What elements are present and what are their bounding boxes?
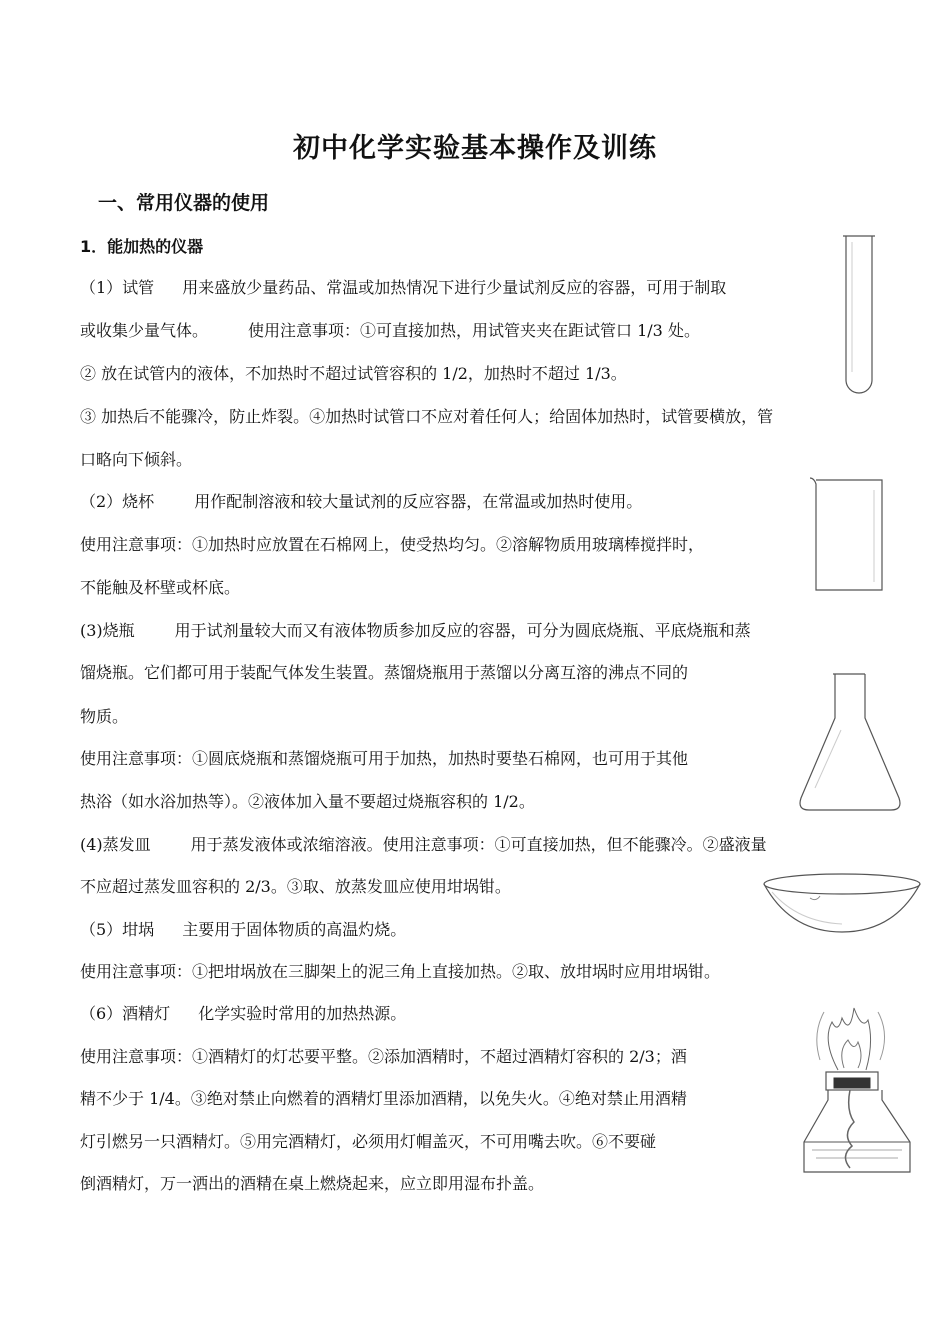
beaker-line-1: （2）烧杯 用作配制溶液和较大量试剂的反应容器，在常温或加热时使用。 — [80, 492, 643, 511]
section-heading: 一、常用仪器的使用 — [98, 192, 270, 214]
flask-line-4: 使用注意事项：①圆底烧瓶和蒸馏烧瓶可用于加热，加热时要垫石棉网，也可用于其他 — [80, 749, 689, 768]
test-tube-line-5: 口略向下倾斜。 — [80, 450, 193, 469]
alcohol-lamp-line-1: （6）酒精灯 化学实验时常用的加热热源。 — [80, 1004, 407, 1023]
alcohol-lamp-line-3: 精不少于 1/4。③绝对禁止向燃着的酒精灯里添加酒精，以免失火。④绝对禁止用酒精 — [80, 1089, 687, 1108]
flask-illustration — [795, 670, 905, 815]
beaker-line-2: 使用注意事项：①加热时应放置在石棉网上，使受热均匀。②溶解物质用玻璃棒搅拌时， — [80, 535, 705, 554]
test-tube-line-1: （1）试管 用来盛放少量药品、常温或加热情况下进行少量试剂反应的容器，可用于制取 — [80, 278, 727, 297]
test-tube-line-4: ③ 加热后不能骤冷，防止炸裂。④加热时试管口不应对着任何人；给固体加热时，试管要横放，管 — [80, 407, 774, 426]
alcohol-lamp-line-2: 使用注意事项：①酒精灯的灯芯要平整。②添加酒精时，不超过酒精灯容积的 2/3；酒 — [80, 1047, 687, 1066]
alcohol-lamp-illustration — [798, 1000, 918, 1180]
alcohol-lamp-line-5: 倒酒精灯，万一洒出的酒精在桌上燃烧起来，应立即用湿布扑盖。 — [80, 1174, 545, 1193]
alcohol-lamp-line-4: 灯引燃另一只酒精灯。⑤用完酒精灯，必须用灯帽盖灭，不可用嘴去吹。⑥不要碰 — [80, 1132, 657, 1151]
evap-dish-line-1: (4)蒸发皿 用于蒸发液体或浓缩溶液。使用注意事项：①可直接加热，但不能骤冷。②盛液量 — [80, 835, 767, 854]
page-title: 初中化学实验基本操作及训练 — [293, 133, 657, 164]
beaker-illustration — [808, 474, 888, 596]
flask-line-5: 热浴（如水浴加热等）。②液体加入量不要超过烧瓶容积的 1/2。 — [80, 792, 535, 811]
flask-line-3: 物质。 — [80, 707, 129, 726]
crucible-line-1: （5）坩埚 主要用于固体物质的高温灼烧。 — [80, 920, 407, 939]
evaporating-dish-illustration — [760, 870, 925, 940]
crucible-line-2: 使用注意事项：①把坩埚放在三脚架上的泥三角上直接加热。②取、放坩埚时应用坩埚钳。 — [80, 962, 721, 981]
test-tube-line-2: 或收集少量气体。 使用注意事项：①可直接加热，用试管夹夹在距试管口 1/3 处。 — [80, 321, 700, 340]
test-tube-line-3: ② 放在试管内的液体，不加热时不超过试管容积的 1/2，加热时不超过 1/3。 — [80, 364, 627, 383]
test-tube-illustration — [840, 232, 880, 397]
evap-dish-line-2: 不应超过蒸发皿容积的 2/3。③取、放蒸发皿应使用坩埚钳。 — [80, 877, 511, 896]
flask-line-1: (3)烧瓶 用于试剂量较大而又有液体物质参加反应的容器，可分为圆底烧瓶、平底烧瓶和蒸 — [80, 621, 751, 640]
beaker-line-3: 不能触及杯壁或杯底。 — [80, 578, 241, 597]
subsection-heading: 1．能加热的仪器 — [80, 237, 204, 256]
flask-line-2: 馏烧瓶。它们都可用于装配气体发生装置。蒸馏烧瓶用于蒸馏以分离互溶的沸点不同的 — [80, 663, 689, 682]
